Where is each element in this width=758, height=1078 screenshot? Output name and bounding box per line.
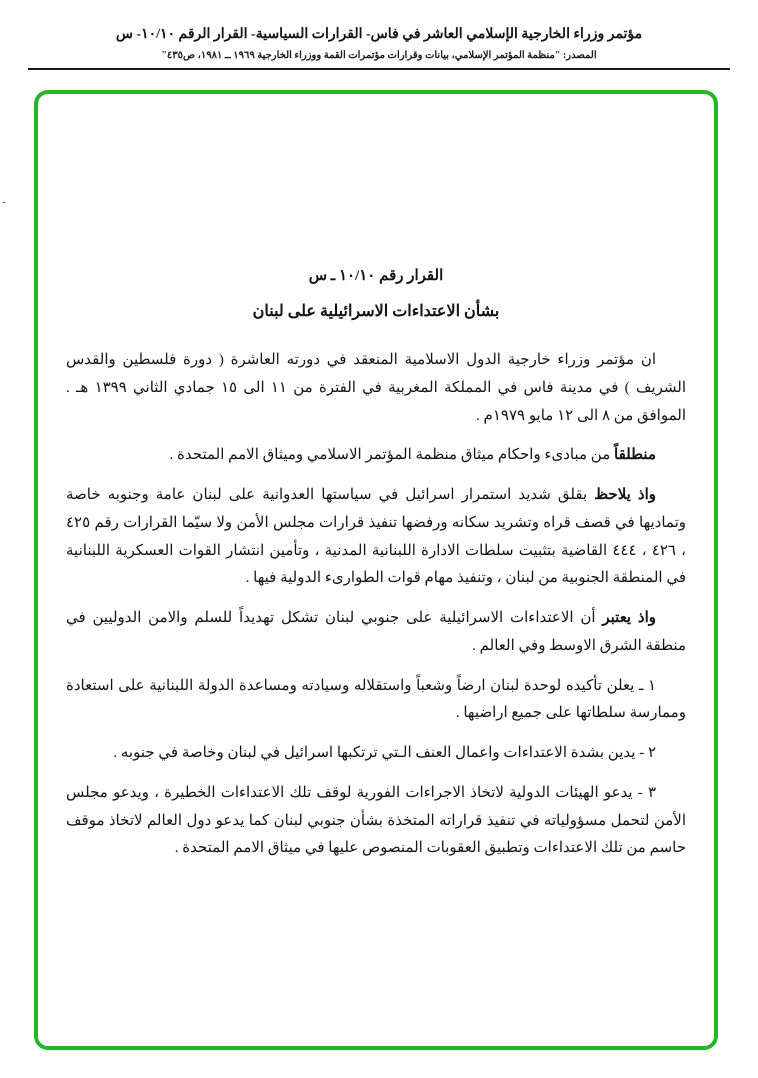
- header-title: مؤتمر وزراء الخارجية الإسلامي العاشر في فاس- القرارات السياسية- القرار الرقم ١٠/١٠- س: [115, 27, 643, 42]
- paragraph-preamble: [66, 347, 686, 430]
- paragraph-lead: منطلقاً: [614, 447, 656, 464]
- paragraph-text: ٢ - يدين بشدة الاعتداءات واعمال العنف الـتي ترتكبها اسرائيل في لبنان وخاصة في جنوبه .: [113, 745, 656, 761]
- paragraph-lead: واذ يعتبر: [602, 610, 656, 626]
- paragraph-text: أن الاعتداءات الاسرائيلية على جنوبي لبنان تشكل تهديداً للسلم والامن الدوليين في منطقة الشرق الاوسط وفي العالم .: [66, 610, 686, 654]
- paragraph-text: من مبادىء واحكام ميثاق منظمة المؤتمر الاسلامي وميثاق الامم المتحدة .: [169, 447, 614, 464]
- paragraph-clause-1: [66, 673, 686, 729]
- paragraph-text: بقلق شديد استمرار اسرائيل في سياستها العدوانية على لبنان عامة وجنوبه خاصة وتماديها في قصف قراه وتشريد سكانه ورفضها تنفيذ قرارات مجلس الأمن ولا سيّما القرارات رقم ٤٢٥ ، ٤٢٦ ، ٤٤٤ القاضية بتثبيت سلطات الادارة اللبنانية المدنية ، وتأمين انتشار القوات العسكرية اللبنانية في المنطقة الجنوبية من لبنان ، وتنفيذ مهام قوات الطوارىء الدولية فيها .: [66, 487, 687, 587]
- margin-mark: -: [2, 196, 6, 208]
- resolution-subject-title: بشأن الاعتداءات الاسرائيلية على لبنان: [252, 303, 500, 320]
- paragraph-text: ١ ـ يعلن تأكيده لوحدة لبنان ارضاً وشعباً واستقلاله وسيادته ومساعدة الدولة اللبنانية على استعادة وممارسة سلطاتها على جميع اراضيها .: [66, 677, 686, 722]
- paragraph-lead: واذ يلاحظ: [594, 487, 656, 503]
- paragraph-text: ان مؤتمر وزراء خارجية الدول الاسلامية المنعقد في دورته العاشرة ( دورة فلسطين والقدس الشريف ) في مدينة فاس في المملكة المغربية في الفترة من ١١ الى ١٥ جمادي الثاني ١٣٩٩ هـ . الموافق من ٨ الى ١٢ مايو ١٩٧٩م .: [66, 352, 687, 424]
- paragraph-considering: [66, 605, 686, 661]
- document-frame: [34, 90, 718, 1050]
- resolution-number-title: القرار رقم ١٠/١٠ ـ س: [308, 268, 444, 284]
- document-header: [0, 0, 758, 70]
- paragraph-clause-2: [66, 740, 686, 768]
- header-divider: [28, 68, 730, 70]
- paragraph-principles: [66, 442, 686, 470]
- header-source-line: المصدر: "منظمة المؤتمر الإسلامي، بيانات وقرارات مؤتمرات القمة ووزراء الخارجية ١٩٦٩ ــ ١٩٨١، ص٤٣٥": [161, 50, 597, 61]
- paragraph-noting: [66, 482, 686, 593]
- paragraph-clause-3: [66, 780, 686, 863]
- paragraph-text: ٣ - يدعو الهيئات الدولية لاتخاذ الاجراءات الفورية لوقف تلك الاعتداءات الخطيرة ، ويدعو مجلس الأمن لتحمل مسؤولياته في تنفيذ قراراته المتخذة بشأن جنوبي لبنان كما يدعو دول العالم لاتخاذ موقف حاسم من تلك الاعتداءات وتطبيق العقوبات المنصوص عليها في ميثاق الامم المتحدة .: [66, 784, 686, 857]
- resolution-body: [66, 347, 686, 863]
